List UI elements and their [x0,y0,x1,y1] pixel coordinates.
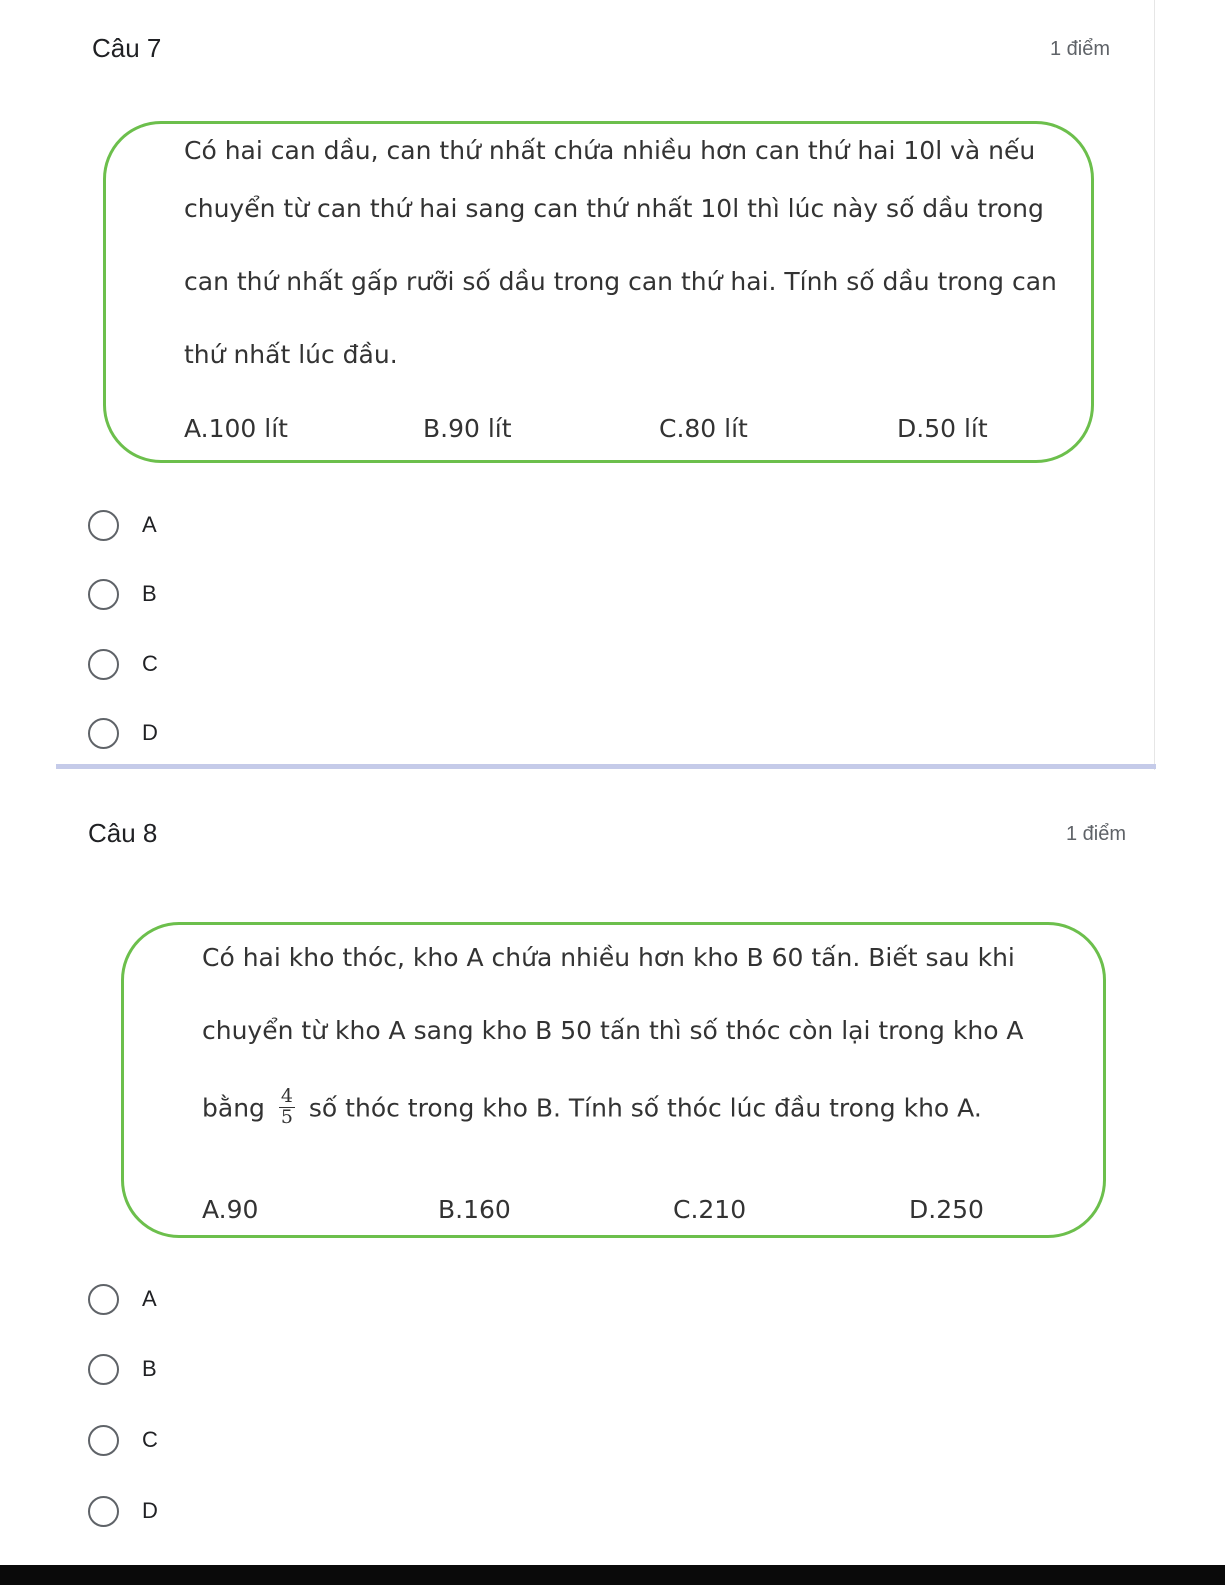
question-8-text-before-fraction: bằng [202,1093,265,1123]
answer-choice-b: B.90 lít [423,414,512,443]
option-label: A [142,1286,157,1311]
option-label: A [142,512,157,537]
radio-button-icon[interactable] [88,1496,119,1527]
answer-choice-c: C.210 [673,1195,747,1224]
radio-button-icon[interactable] [88,1284,119,1315]
question-8-title: Câu 8 [88,818,158,848]
radio-button-icon[interactable] [88,649,119,680]
fraction [279,1087,295,1128]
option-label: D [142,720,158,745]
question-7-option-d[interactable] [88,713,158,753]
question-7-points: 1 điểm [1050,38,1111,60]
question-7-text-line: chuyển từ can thứ hai sang can thứ nhất 10l thì lúc này số dầu trong [184,194,1044,223]
question-8-text-line-fraction [202,1085,982,1130]
question-8-option-b[interactable] [88,1349,157,1389]
question-7-option-b[interactable] [88,574,157,614]
question-8-text-after-fraction: số thóc trong kho B. Tính số thóc lúc đầu trong kho A. [308,1093,982,1123]
option-label: C [142,1427,158,1452]
option-label: B [142,1356,157,1381]
question-7-image [103,121,1094,463]
question-8-text-line: Có hai kho thóc, kho A chứa nhiều hơn kho B 60 tấn. Biết sau khi [202,943,1015,972]
question-7-title: Câu 7 [92,33,162,63]
radio-button-icon[interactable] [88,579,119,610]
question-7-text-line: thứ nhất lúc đầu. [184,340,398,369]
question-8-image [121,922,1106,1238]
question-7-option-a[interactable] [88,505,157,545]
answer-choice-d: D.250 [909,1195,984,1224]
question-8-option-a[interactable] [88,1279,157,1319]
radio-button-icon[interactable] [88,510,119,541]
fraction-numerator: 4 [280,1085,293,1107]
answer-choice-d: D.50 lít [897,414,988,443]
radio-button-icon[interactable] [88,1354,119,1385]
card-divider [56,764,1156,769]
radio-button-icon[interactable] [88,1425,119,1456]
option-label: D [142,1498,158,1523]
question-7-text-line: can thứ nhất gấp rưỡi số dầu trong can thứ hai. Tính số dầu trong can [184,267,1057,296]
bottom-edge-bar [0,1565,1225,1585]
question-8-text-line: chuyển từ kho A sang kho B 50 tấn thì số thóc còn lại trong kho A [202,1016,1024,1045]
answer-choice-a: A.100 lít [184,414,288,443]
question-8-points: 1 điểm [1066,823,1127,845]
question-8-option-c[interactable] [88,1420,158,1460]
answer-choice-a: A.90 [202,1195,259,1224]
card-right-edge [1154,0,1155,770]
radio-button-icon[interactable] [88,718,119,749]
fraction-denominator: 5 [280,1105,293,1128]
option-label: C [142,651,158,676]
option-label: B [142,581,157,606]
answer-choice-c: C.80 lít [659,414,748,443]
question-7-option-c[interactable] [88,644,158,684]
question-8-option-d[interactable] [88,1491,158,1531]
answer-choice-b: B.160 [438,1195,511,1224]
question-7-text-line: Có hai can dầu, can thứ nhất chứa nhiều hơn can thứ hai 10l và nếu [184,136,1036,165]
